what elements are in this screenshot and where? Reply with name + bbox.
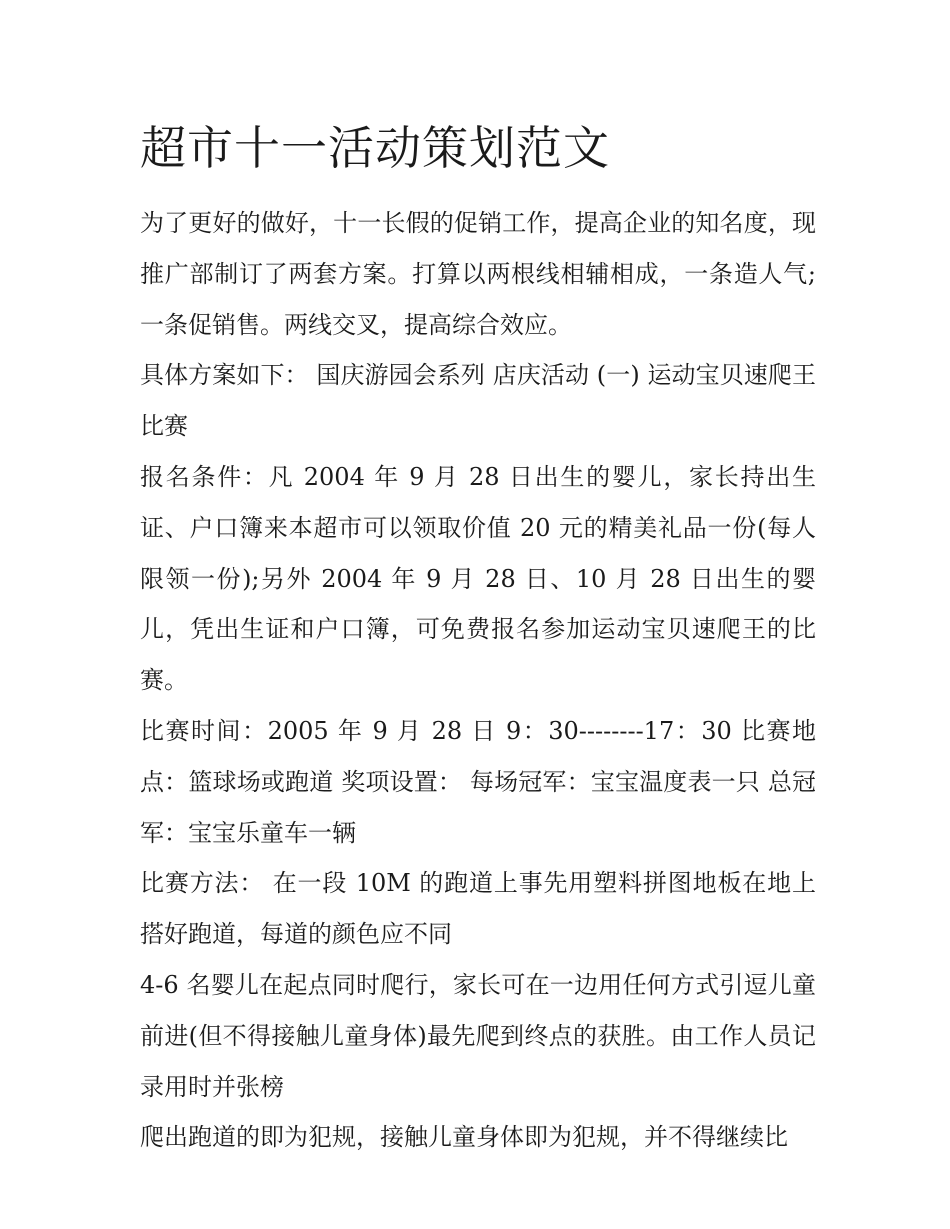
paragraph-plan-overview: 具体方案如下： 国庆游园会系列 店庆活动 (一) 运动宝贝速爬王比赛 bbox=[140, 361, 816, 441]
paragraph-rules: 4-6 名婴儿在起点同时爬行，家长可在一边用任何方式引逗儿童前进(但不得接触儿童身体)最先爬到终点的获胜。由工作人员记录用时并张榜 bbox=[140, 970, 816, 1101]
paragraph-intro: 为了更好的做好，十一长假的促销工作，提高企业的知名度，现推广部制订了两套方案。打算以两根线相辅相成，一条造人气;一条促销售。两线交叉，提高综合效应。 bbox=[140, 209, 816, 339]
paragraph-registration: 报名条件：凡 2004 年 9 月 28 日出生的婴儿，家长持出生证、户口簿来本超市可以领取价值 20 元的精美礼品一份(每人限领一份);另外 2004 年 9 月 28 日、10 月 28 日出生的婴儿，凭出生证和户口簿，可免费报名参加运动宝贝速爬王的比赛。 bbox=[140, 462, 816, 695]
paragraph-fouls: 爬出跑道的即为犯规，接触儿童身体即为犯规，并不得继续比 bbox=[140, 1123, 788, 1152]
paragraph-schedule-prizes: 比赛时间：2005 年 9 月 28 日 9：30--------17：30 比赛地点：篮球场或跑道 奖项设置： 每场冠军：宝宝温度表一只 总冠军：宝宝乐童车一辆 bbox=[140, 716, 816, 847]
document-page bbox=[140, 112, 816, 1163]
paragraph-method: 比赛方法： 在一段 10M 的跑道上事先用塑料拼图地板在地上搭好跑道，每道的颜色应不同 bbox=[140, 869, 816, 949]
document-title: 超市十一活动策划范文 bbox=[140, 121, 610, 175]
